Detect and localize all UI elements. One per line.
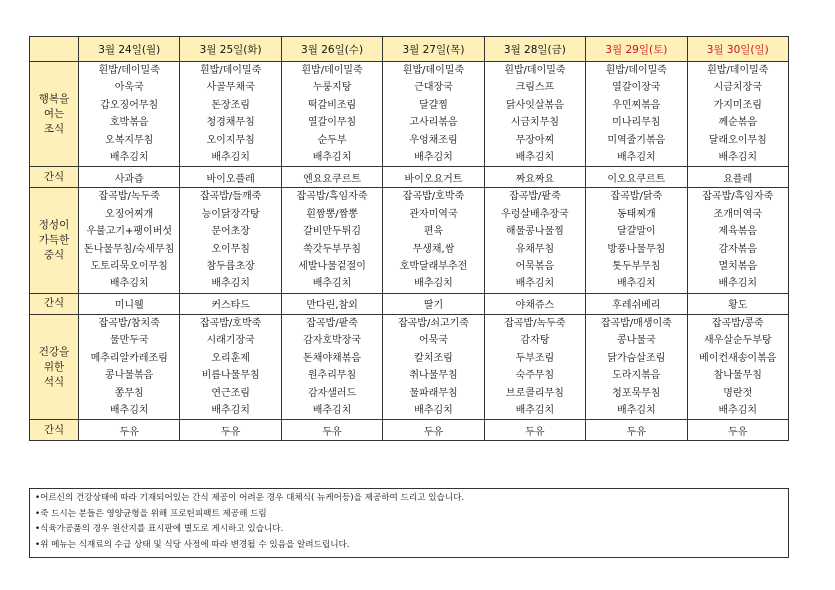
menu-item: 배추김치 [515, 404, 555, 416]
menu-item: 달래오이무침 [708, 134, 767, 146]
lunch-day-cell [281, 188, 382, 293]
menu-item: 잡곡밥/흑임자죽 [296, 191, 368, 203]
menu-item: 오리훈제 [211, 352, 250, 364]
day-header-saturday: 3월 29일(토) [586, 37, 687, 62]
lunch-label [30, 188, 79, 293]
menu-item: 오이무침 [211, 243, 250, 255]
menu-item: 배추김치 [211, 278, 250, 290]
menu-item: 배추김치 [515, 152, 555, 164]
menu-item: 우민찌볶음 [612, 99, 661, 111]
menu-item: 께순볶음 [718, 117, 758, 129]
menu-item: 배추김치 [312, 278, 352, 290]
breakfast-row [30, 62, 789, 167]
snack-item: 엔요요쿠르트 [281, 167, 382, 188]
menu-item: 제육볶음 [718, 226, 758, 238]
menu-item: 잡곡밥/매생이죽 [600, 317, 672, 329]
menu-item: 잡곡밥/콩죽 [711, 317, 764, 329]
menu-item: 유채무침 [515, 243, 555, 255]
snack-item: 커스타드 [180, 293, 281, 314]
day-header: 3월 25일(화) [180, 37, 281, 62]
menu-item: 쫑무침 [114, 387, 144, 399]
breakfast-label-line: 여는 [43, 107, 65, 120]
menu-item: 시래기장국 [206, 335, 255, 347]
menu-item: 배추김치 [414, 404, 453, 416]
menu-item: 문어초장 [211, 226, 250, 238]
lunch-day-cell [79, 188, 180, 293]
menu-item: 아욱국 [114, 82, 144, 94]
menu-item: 흰밥/데이밀죽 [504, 65, 566, 76]
menu-item: 취나물무침 [409, 370, 458, 382]
menu-item: 도토리묵오이무침 [90, 261, 168, 273]
snack-item: 두유 [180, 420, 281, 441]
menu-item: 호박볶음 [109, 117, 149, 129]
snack3-row [30, 420, 789, 441]
dinner-label-line: 위한 [43, 360, 65, 373]
menu-item: 시금치무침 [510, 117, 560, 129]
menu-item: 갑오징어무침 [100, 99, 159, 111]
menu-item: 물파래무침 [409, 387, 458, 399]
menu-item: 도라지볶음 [612, 370, 661, 382]
menu-item: 배추김치 [211, 404, 250, 416]
menu-item: 닭사잇살볶음 [505, 99, 564, 111]
snack-label: 간식 [30, 420, 79, 441]
snack-item: 요플레 [687, 167, 788, 188]
snack-item: 야채쥬스 [484, 293, 585, 314]
menu-item: 콩나물국 [617, 335, 656, 347]
dinner-day-cell [180, 314, 281, 419]
menu-item: 배추김치 [617, 278, 656, 290]
menu-item: 오이지무침 [206, 134, 255, 146]
menu-item: 물만두국 [109, 335, 149, 347]
menu-item: 무생채,쌈 [412, 243, 455, 255]
menu-item: 흰밥/데이밀죽 [301, 65, 363, 76]
menu-item: 흰밥/데이밀죽 [402, 65, 465, 76]
lunch-day-cell [586, 188, 687, 293]
menu-item: 감자볶음 [718, 243, 758, 255]
note-line: •위 메뉴는 식재료의 수급 상태 및 식당 사정에 따라 변경될 수 있음을 알려드립니다. [35, 539, 350, 550]
day-header: 3월 28일(금) [484, 37, 585, 62]
menu-item: 멸치볶음 [718, 261, 758, 273]
menu-item: 어묵국 [418, 335, 448, 347]
breakfast-label-line: 행복을 [38, 92, 70, 105]
dinner-row [30, 314, 789, 419]
menu-item: 잡곡밥/팥죽 [509, 191, 561, 203]
menu-item: 명란젓 [723, 387, 753, 399]
note-line: •죽 드시는 분들은 영양균형을 위해 프로틴피팩트 제공해 드림 [35, 508, 267, 519]
menu-item: 돈나물무침/숙세무침 [84, 243, 175, 255]
menu-item: 배추김치 [515, 278, 555, 290]
menu-item: 두부조림 [515, 352, 555, 364]
snack-item: 바이오플레 [180, 167, 281, 188]
snack-label: 간식 [30, 167, 79, 188]
menu-item: 배추김치 [617, 404, 656, 416]
menu-item: 시금치장국 [713, 82, 762, 94]
snack-item: 사과즙 [79, 167, 180, 188]
menu-item: 방풍나물무침 [607, 243, 666, 255]
menu-item: 가지미조림 [713, 99, 762, 111]
menu-item: 배추김치 [617, 152, 656, 164]
menu-item: 잡곡밥/녹두죽 [504, 317, 566, 329]
menu-item: 어묵볶음 [515, 261, 555, 273]
menu-item: 배추김치 [414, 152, 453, 164]
day-header: 3월 24일(월) [79, 37, 180, 62]
menu-item: 돈장조림 [211, 99, 250, 111]
menu-item: 비름나물무침 [201, 370, 260, 382]
menu-item: 달걀찜 [418, 99, 448, 111]
snack-item: 짜요짜요 [484, 167, 585, 188]
menu-item: 흰밥/데이밀죽 [707, 65, 769, 76]
menu-item: 배추김치 [718, 278, 758, 290]
menu-item: 순두부 [317, 134, 347, 146]
menu-item: 메추리알카레조림 [90, 352, 168, 364]
menu-item: 사골무채국 [206, 82, 255, 94]
snack-item: 황도 [687, 293, 788, 314]
menu-item: 청포묵무침 [612, 387, 661, 399]
menu-item: 우엉채조림 [409, 134, 458, 146]
menu-item: 잡곡밥/흑임자죽 [702, 191, 774, 203]
dinner-day-cell [484, 314, 585, 419]
menu-item: 쑥갓두부무침 [303, 243, 362, 255]
lunch-day-cell [687, 188, 788, 293]
menu-item: 배추김치 [414, 278, 453, 290]
dinner-label [30, 314, 79, 419]
menu-item: 동태찌개 [617, 208, 656, 220]
menu-item: 배추김치 [211, 152, 250, 164]
snack-item: 후레쉬베리 [586, 293, 687, 314]
menu-item: 편육 [423, 226, 444, 238]
snack-item: 만다린,참외 [281, 293, 382, 314]
menu-item: 배추김치 [718, 152, 758, 164]
menu-item: 브로콜리무침 [505, 387, 564, 399]
breakfast-day-cell [484, 62, 585, 167]
lunch-day-cell [383, 188, 484, 293]
menu-item: 갈비만두튀김 [303, 226, 362, 238]
menu-item: 누룽지탕 [312, 82, 352, 94]
snack-item: 두유 [484, 420, 585, 441]
menu-item: 잡곡밥/참치죽 [98, 317, 160, 329]
menu-item: 흰밥/데이밀죽 [199, 65, 262, 76]
menu-item: 잡곡밥/호박죽 [199, 317, 262, 329]
menu-item: 관자미역국 [409, 208, 458, 220]
menu-item: 능이닭장각탕 [201, 208, 260, 220]
menu-item: 연근조림 [211, 387, 250, 399]
dinner-day-cell [79, 314, 180, 419]
breakfast-day-cell [79, 62, 180, 167]
menu-item: 우렁살배추장국 [501, 208, 569, 220]
menu-item: 베이컨새송이볶음 [699, 352, 777, 364]
lunch-label-line: 정성이 [38, 219, 70, 232]
menu-item: 배추김치 [109, 152, 149, 164]
menu-item: 원추리무침 [307, 370, 357, 382]
lunch-day-cell [180, 188, 281, 293]
menu-item: 배추김치 [109, 278, 149, 290]
header-row [30, 37, 789, 62]
day-header: 3월 26일(수) [281, 37, 382, 62]
menu-item: 미나리무침 [612, 117, 661, 129]
menu-item: 돈채야채볶음 [303, 352, 362, 364]
menu-item: 잡곡밥/호박죽 [402, 191, 465, 203]
menu-item: 참두릅초장 [206, 261, 255, 273]
snack-item: 두유 [383, 420, 484, 441]
menu-item: 세발나물겉절이 [298, 261, 366, 273]
menu-item: 호박달래부추전 [399, 261, 468, 273]
breakfast-label [30, 62, 79, 167]
menu-item: 미역줄기볶음 [607, 134, 666, 146]
lunch-label-line: 가득한 [38, 234, 70, 247]
dinner-day-cell [281, 314, 382, 419]
menu-item: 배추김치 [109, 404, 149, 416]
menu-item: 근대장국 [414, 82, 453, 94]
snack-item: 두유 [687, 420, 788, 441]
menu-item: 청경채무침 [206, 117, 255, 129]
corner-cell [30, 37, 79, 62]
dinner-label-line: 석식 [43, 375, 65, 388]
day-header: 3월 27일(목) [383, 37, 484, 62]
breakfast-day-cell [281, 62, 382, 167]
menu-item: 크림스프 [515, 82, 555, 94]
snack2-row [30, 293, 789, 314]
dinner-label-line: 건강을 [38, 345, 70, 358]
menu-item: 닭가슴살조림 [607, 352, 666, 364]
snack-item: 두유 [79, 420, 180, 441]
lunch-row [30, 188, 789, 293]
menu-item: 톳두부무침 [612, 261, 661, 273]
breakfast-day-cell [687, 62, 788, 167]
dinner-day-cell [687, 314, 788, 419]
notes-box [29, 488, 789, 558]
snack-item: 두유 [586, 420, 687, 441]
menu-table [29, 36, 789, 441]
menu-item: 배추김치 [312, 404, 352, 416]
menu-item: 오복지무침 [105, 134, 154, 146]
menu-item: 해물콩나물찜 [505, 226, 564, 238]
menu-item: 감자호박장국 [303, 335, 362, 347]
snack1-row [30, 167, 789, 188]
lunch-label-line: 중식 [43, 249, 65, 262]
menu-item: 조개미역국 [713, 208, 762, 220]
menu-item: 떡갈비조림 [307, 99, 357, 111]
menu-item: 잡곡밥/팥죽 [306, 317, 358, 329]
menu-item: 흰밥/데이밀죽 [605, 65, 667, 76]
menu-item: 새우살순두부탕 [703, 335, 772, 347]
menu-item: 숙주무침 [515, 370, 555, 382]
menu-item: 감자샐러드 [307, 387, 357, 399]
breakfast-label-line: 조식 [43, 122, 65, 135]
menu-item: 배추김치 [718, 404, 758, 416]
day-header-sunday: 3월 30일(일) [687, 37, 788, 62]
menu-item: 참나물무침 [713, 370, 762, 382]
menu-item: 열갈이장국 [612, 82, 661, 94]
menu-item: 잡곡밥/쇠고기죽 [397, 317, 469, 329]
breakfast-day-cell [383, 62, 484, 167]
note-line: •어르신의 건강상태에 따라 기재되어있는 간식 제공이 어려운 경우 대체식( 뉴케어등)을 제공하여 드리고 있습니다. [35, 493, 465, 503]
snack-item: 바이오요거트 [383, 167, 484, 188]
menu-item: 열갈이무침 [307, 117, 357, 129]
menu-item: 칼치조림 [414, 352, 453, 364]
menu-item: 고사리볶음 [409, 117, 458, 129]
menu-item: 감자탕 [520, 335, 550, 347]
note-line: •식육가공품의 경우 원산지를 표시판에 별도로 게시하고 있습니다. [35, 524, 284, 535]
menu-item: 무장아찌 [515, 134, 555, 146]
menu-item: 달걀말이 [617, 226, 656, 238]
menu-item: 잡곡밥/들깨죽 [199, 191, 262, 203]
breakfast-day-cell [180, 62, 281, 167]
menu-item: 우불고기+팽이버섯 [86, 226, 173, 238]
lunch-day-cell [484, 188, 585, 293]
menu-item: 배추김치 [312, 152, 352, 164]
menu-item: 오징어찌개 [105, 208, 154, 220]
breakfast-day-cell [586, 62, 687, 167]
menu-item: 흰밥/데이밀죽 [98, 65, 160, 76]
menu-item: 잡곡밥/닭죽 [610, 191, 663, 203]
snack-item: 두유 [281, 420, 382, 441]
dinner-day-cell [383, 314, 484, 419]
snack-item: 미니웰 [79, 293, 180, 314]
menu-item: 잡곡밥/녹두죽 [98, 191, 160, 203]
menu-item: 흰짬뽕/짬뽕 [306, 208, 358, 220]
menu-item: 콩나물볶음 [105, 370, 154, 382]
snack-label: 간식 [30, 293, 79, 314]
snack-item: 이오요쿠르트 [586, 167, 687, 188]
dinner-day-cell [586, 314, 687, 419]
snack-item: 딸기 [383, 293, 484, 314]
